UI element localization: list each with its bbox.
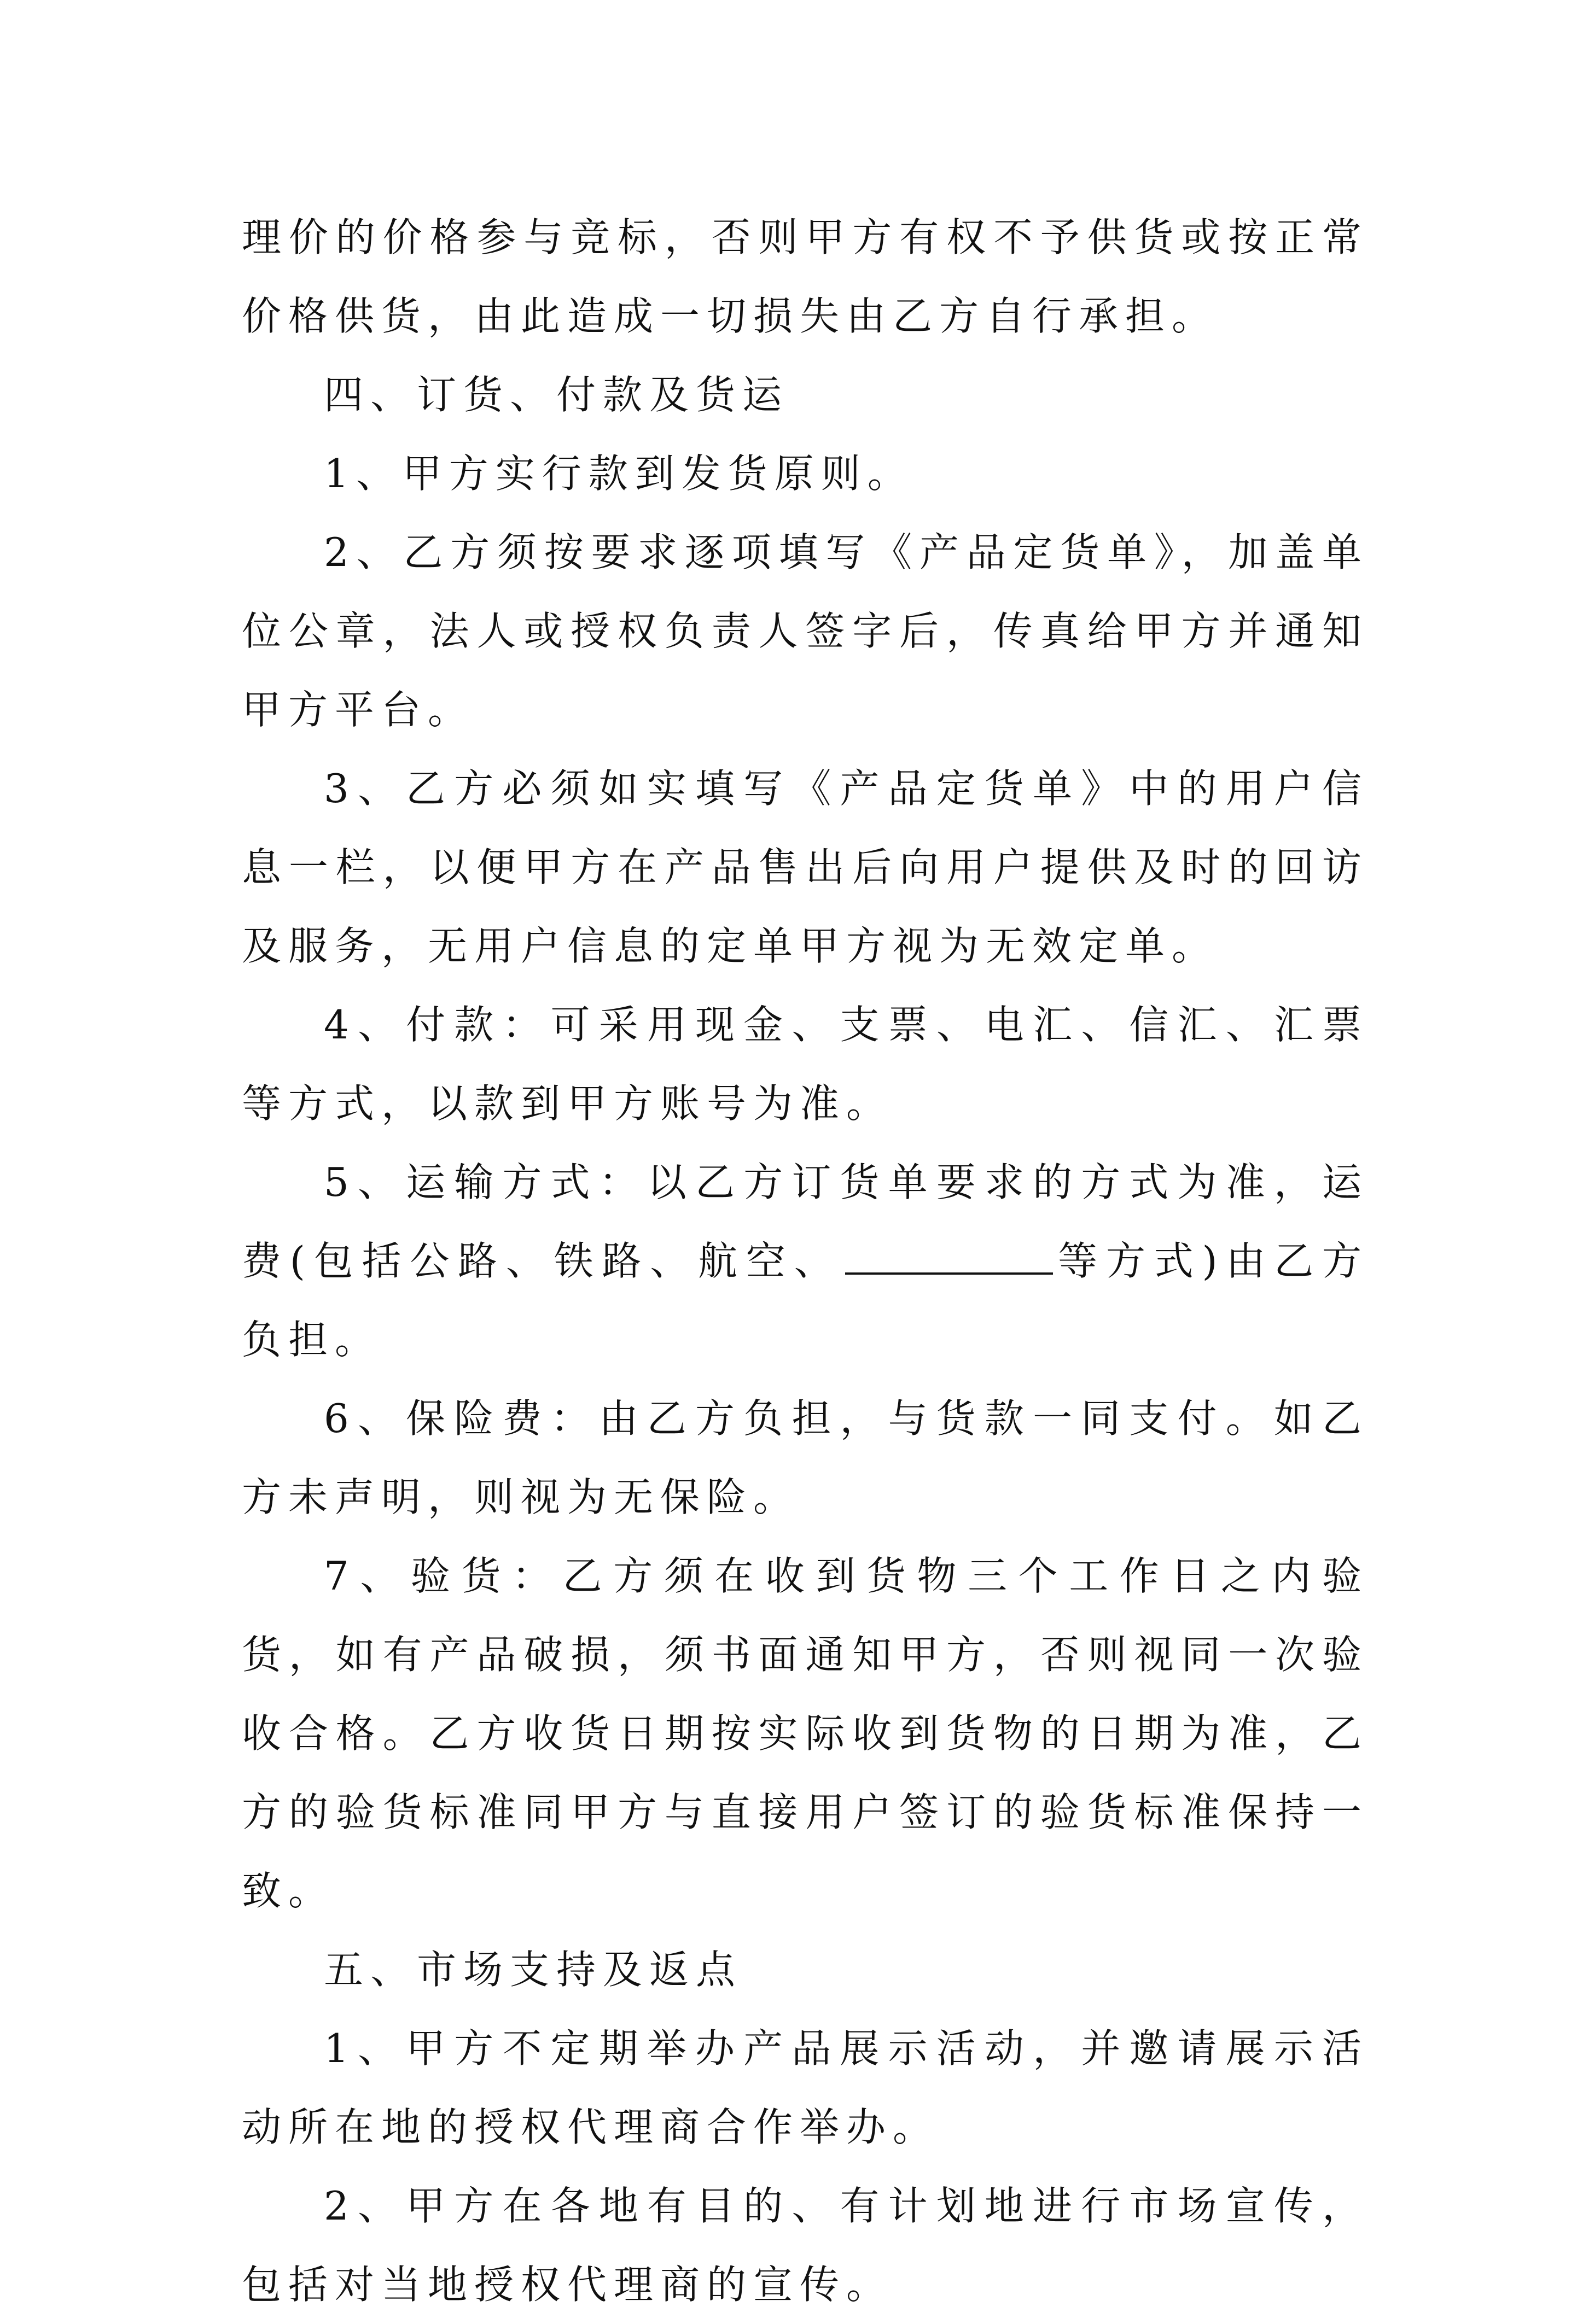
clause-4-3: 3、乙方必须如实填写《产品定货单》中的用户信息一栏，以便甲方在产品售出后向用户提供及时的回访及服务，无用户信息的定单甲方视为无效定单。 — [242, 766, 1369, 969]
clause-4-5 — [242, 1143, 1369, 1379]
clause-4-1: 1、甲方实行款到发货原则。 — [324, 451, 914, 497]
paragraph-continuation: 理价的价格参与竞标，否则甲方有权不予供货或按正常价格供货，由此造成一切损失由乙方自行承担。 — [242, 214, 1369, 339]
section-heading-ordering-payment-shipping: 四、订货、付款及货运 — [324, 372, 789, 418]
clause-4-7: 7、验货：乙方须在收到货物三个工作日之内验货，如有产品破损，须书面通知甲方，否则视同一次验收合格。乙方收货日期按实际收到货物的日期为准，乙方的验货标准同甲方与直接用户签订的验货标准保持一致。 — [242, 1553, 1369, 1914]
clause-4-6: 6、保险费：由乙方负担，与货款一同支付。如乙方未声明，则视为无保险。 — [242, 1395, 1369, 1520]
clause-4-4: 4、付款：可采用现金、支票、电汇、信汇、汇票等方式，以款到甲方账号为准。 — [242, 1002, 1369, 1126]
clause-5-1: 1、甲方不定期举办产品展示活动，并邀请展示活动所在地的授权代理商合作举办。 — [242, 2025, 1369, 2150]
clause-4-5-text-after: 等方式)由乙方负担。 — [242, 1238, 1369, 1363]
fill-in-blank — [845, 1240, 1053, 1275]
clause-4-2: 2、乙方须按要求逐项填写《产品定货单》，加盖单位公章，法人或授权负责人签字后，传真给甲方并通知甲方平台。 — [242, 529, 1369, 733]
section-heading-market-support-rebates: 五、市场支持及返点 — [324, 1947, 743, 1993]
document-page — [242, 198, 1369, 2324]
clause-4-5-text-before: 5、运输方式：以乙方订货单要求的方式为准，运费(包括公路、铁路、航空、 — [242, 1159, 1369, 1284]
clause-5-2: 2、甲方在各地有目的、有计划地进行市场宣传，包括对当地授权代理商的宣传。 — [242, 2183, 1369, 2308]
